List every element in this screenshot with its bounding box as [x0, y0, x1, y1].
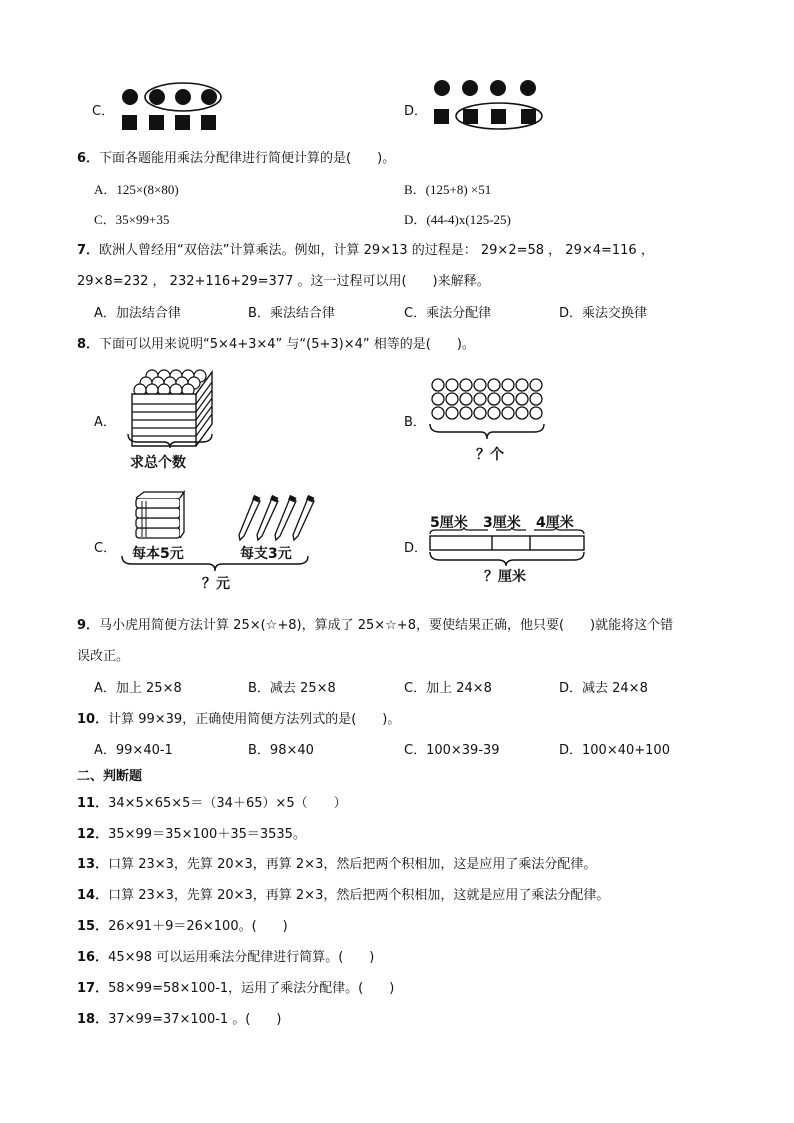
grid-circle — [474, 393, 486, 405]
judge-number: 15． — [77, 919, 109, 934]
judge-number: 16． — [77, 950, 109, 965]
q8-option-d-caption: ？厘米 — [484, 569, 526, 585]
grid-circle — [516, 393, 528, 405]
q5-option-d-figure — [430, 78, 545, 134]
q6-option-d[interactable]: D．(44-4)x(125-25) — [404, 212, 511, 227]
judge-item-16[interactable] — [77, 946, 374, 965]
q6-option-a[interactable]: A．125×(8×80) — [94, 182, 179, 197]
judge-number: 11． — [77, 796, 109, 811]
q7-text-line1: 欧洲人曾经用“双倍法”计算乘法。例如，计算 29×13 的过程是： 29×2=58 ， 29×4=116 ， — [99, 243, 654, 258]
judge-item-13[interactable] — [77, 853, 596, 872]
grid-circle — [516, 379, 528, 391]
q6-text: 下面各题能用乘法分配律进行简便计算的是( )。 — [99, 151, 396, 166]
grid-circle — [488, 393, 500, 405]
grid-circle — [502, 407, 514, 419]
q8-option-c-caption: ？元 — [202, 576, 230, 592]
grid-circle — [460, 407, 472, 419]
judge-item-14[interactable] — [77, 884, 609, 903]
grid-circle — [432, 393, 444, 405]
q6-number: 6． — [77, 151, 100, 166]
q8-option-c-brace — [120, 554, 310, 574]
judge-number: 18． — [77, 1012, 109, 1027]
judge-text: 37×99=37×100-1 。( ) — [108, 1012, 282, 1027]
q7-stem-line2: 29×8=232 ， 232+116+29=377 。这一过程可以用( )来解释。 — [77, 274, 490, 289]
section-2-heading: 二、判断题 — [77, 769, 143, 784]
q10-number: 10． — [77, 712, 109, 727]
q8-option-c-label[interactable]: C． — [94, 541, 117, 556]
q10-stem — [77, 708, 400, 727]
q8-option-c-book-price: 每本5元 — [132, 546, 184, 562]
judge-text: 口算 23×3，先算 20×3，再算 2×3，然后把两个积相加，这就是应用了乘法分配律。 — [108, 888, 610, 903]
q7-option-c[interactable]: C．乘法分配律 — [404, 306, 492, 321]
q7-option-d[interactable]: D．乘法交换律 — [559, 306, 648, 321]
grid-circle — [488, 379, 500, 391]
grid-circle — [530, 379, 542, 391]
judge-text: 口算 23×3，先算 20×3，再算 2×3，然后把两个积相加，这是应用了乘法分配律。 — [108, 857, 597, 872]
q8-option-d-segments-figure — [426, 528, 588, 568]
q10-option-c[interactable]: C．100×39-39 — [404, 743, 500, 758]
grid-circle — [460, 379, 472, 391]
q8-option-a-brace — [126, 432, 214, 450]
q8-option-a-caption: 求总个数 — [130, 455, 186, 471]
q9-option-a[interactable]: A．加上 25×8 — [94, 681, 182, 696]
judge-number: 12． — [77, 827, 109, 842]
q8-option-d-segment2-label: 3厘米 — [483, 515, 521, 531]
judge-number: 14． — [77, 888, 109, 903]
q7-number: 7． — [77, 243, 100, 258]
judge-text: 58×99=58×100-1，运用了乘法分配律。( ) — [108, 981, 395, 996]
grid-circle — [474, 407, 486, 419]
judge-item-18[interactable] — [77, 1008, 281, 1027]
grid-circle — [446, 407, 458, 419]
q7-option-a[interactable]: A．加法结合律 — [94, 306, 181, 321]
q5-option-d-label[interactable]: D． — [404, 104, 428, 119]
grid-circle — [502, 379, 514, 391]
q6-option-c[interactable]: C．35×99+35 — [94, 212, 170, 227]
q10-option-a[interactable]: A．99×40-1 — [94, 743, 173, 758]
q7-option-b[interactable]: B．乘法结合律 — [248, 306, 335, 321]
q9-option-b[interactable]: B．减去 25×8 — [248, 681, 336, 696]
grid-circle — [446, 379, 458, 391]
q9-text-line1: 马小虎用简便方法计算 25×(☆+8)，算成了 25×☆+8，要使结果正确，他只要( )就能将这个错 — [99, 618, 674, 633]
q8-option-c-pen-price: 每支3元 — [240, 546, 292, 562]
q5-option-c-figure — [118, 82, 228, 134]
judge-text: 45×98 可以运用乘法分配律进行简算。( ) — [108, 950, 375, 965]
q10-option-d[interactable]: D．100×40+100 — [559, 743, 670, 758]
grid-circle — [488, 407, 500, 419]
q8-option-c-pens-figure — [236, 494, 320, 544]
grid-circle — [502, 393, 514, 405]
judge-item-12[interactable] — [77, 823, 306, 842]
grid-circle — [474, 379, 486, 391]
q10-option-b[interactable]: B．98×40 — [248, 743, 314, 758]
grid-circle — [530, 393, 542, 405]
judge-item-15[interactable] — [77, 915, 288, 934]
q8-option-b-circles-figure — [430, 378, 546, 422]
q8-text: 下面可以用来说明“5×4+3×4” 与“(5+3)×4” 相等的是( )。 — [99, 337, 475, 352]
judge-text: 34×5×65×5＝（34＋65）×5（ ） — [108, 796, 347, 811]
judge-text: 26×91＋9＝26×100。( ) — [108, 919, 288, 934]
grid-circle — [530, 407, 542, 419]
grid-circle — [446, 393, 458, 405]
q7-stem-line1 — [77, 239, 654, 258]
grid-circle — [516, 407, 528, 419]
judge-item-17[interactable] — [77, 977, 394, 996]
judge-text: 35×99＝35×100＋35＝3535。 — [108, 827, 306, 842]
q8-option-d-segment3-label: 4厘米 — [536, 515, 574, 531]
q9-number: 9． — [77, 618, 100, 633]
q9-option-d[interactable]: D．减去 24×8 — [559, 681, 648, 696]
judge-number: 13． — [77, 857, 109, 872]
q6-stem — [77, 147, 395, 166]
q8-option-b-caption: ？个 — [476, 447, 504, 463]
q8-option-d-label[interactable]: D． — [404, 541, 428, 556]
q8-option-b-label[interactable]: B． — [404, 415, 426, 430]
q8-number: 8． — [77, 337, 100, 352]
grid-circle — [432, 407, 444, 419]
judge-number: 17． — [77, 981, 109, 996]
q6-option-b[interactable]: B．(125+8) ×51 — [404, 182, 492, 197]
grid-circle — [432, 379, 444, 391]
q8-stem — [77, 333, 475, 352]
q9-option-c[interactable]: C．加上 24×8 — [404, 681, 492, 696]
q8-option-b-brace — [428, 422, 546, 442]
q9-stem-line2: 误改正。 — [77, 649, 130, 664]
q10-text: 计算 99×39，正确使用简便方法列式的是( )。 — [108, 712, 401, 727]
q5-option-c-label[interactable]: C． — [92, 104, 115, 119]
q8-option-a-label[interactable]: A． — [94, 415, 116, 430]
q9-stem-line1 — [77, 614, 673, 633]
grid-circle — [460, 393, 472, 405]
q8-option-c-books-figure — [132, 490, 190, 542]
judge-item-11[interactable] — [77, 792, 347, 811]
q8-option-d-segment1-label: 5厘米 — [430, 515, 468, 531]
